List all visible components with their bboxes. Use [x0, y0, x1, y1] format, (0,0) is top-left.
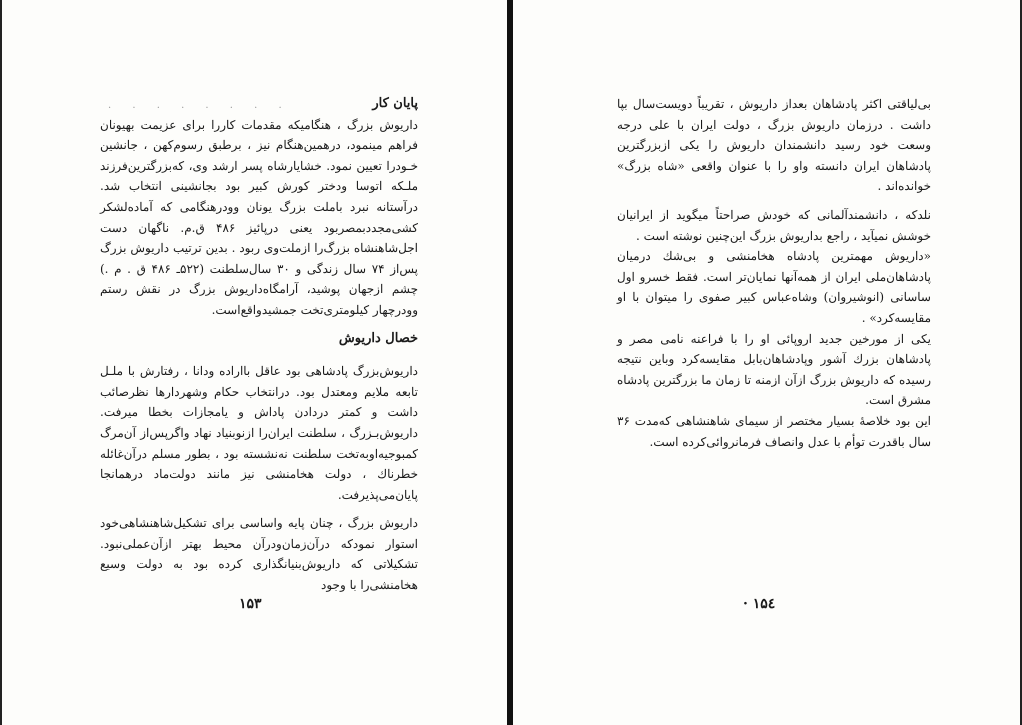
right-page: [513, 0, 1022, 725]
paragraph-quote: «داریوش مهمترین پادشاه هخامنشی و بی‌شك درمیان پادشاهان‌ملی ایران از همه‌آنها نمایان‌تر است. فقط خسرو اول ساسانی (انوشیروان) وشاه‌عباس کبیر صفوی را میتوان با او مقایسه‌کرد» .: [617, 249, 931, 325]
paragraph-historian: یکی از مورخین جدید اروپائی او را با فراعنه نامی مصر و پادشاهان بزرك آشور وپادشاهان‌بابل مقایسه‌کرد وباین نتیجه رسیده که داریوش بزرگ ازآن ازمنه تا زمان ما بزرگترین پادشاه مشرق است.: [617, 331, 931, 408]
paragraph-foundation: داریوش بزرگ ، چنان پایه واساسی برای تشکیل‌شاهنشاهی‌خود استوار نمودکه درآن‌زمان‌ودرآن محیط بهتر ازآن‌عملی‌نبود. تشکیلاتی که داریوش‌بنیانگذاری کرده بود به دولت وسیع هخامنشی‌را با وجود: [100, 516, 418, 593]
paragraph-end-of-reign: داریوش بزرگ ، هنگامیکه مقدمات کاررا برای عزیمت بهیونان فراهم مینمود، درهمین‌هنگام نیز ، برطبق رسوم‌کهن ، جانشین خـودرا تعیین نمود. خشایارشاه پسر ارشد وی، که‌بزرگترین‌فرزند ملـکه اتوسا ودختر کورش کبیر بود بجانشینی انتخاب شد. درآستانه نبرد باملت بزرگ یونان وودرهنگامی که آماده‌لشکر کشی‌مجدد‌بمصربود یعنی درپائیز ۴۸۶ ق.م. ناگهان دست اجل‌شاهنشاه بزرگ‌را ازملت‌وی ربود . بدین ترتیب داریوش بزرگ پس‌از ۷۴ سال زندگی و ۳۰ سال‌سلطنت (۵۲۲ـ ۴۸۶ ق . م .) چشم ازجهان پوشید، آرامگاه‌داریوش بزرگ در نقش رستم وودرچهار کیلومتری‌تخت جمشیدواقع‌است.: [100, 117, 418, 317]
paragraph-qualities: داریوش‌بزرگ پادشاهی بود عاقل بااراده ودانا ، رفتارش با ملـل تابعه ملایم ومعتدل بود. درانتخاب حکام وشهردارها نظرصائب داشت و کمتر دردادن پاداش و یامجازات بخطا میرفت. داریوش‌بـزرگ ، سلطنت ایران‌را ازنو‌بنیاد نهاد واگرپس‌از آن‌مرگ کمبوجیه‌اوبه‌تخت سلطنت نه‌نشسته بود ، بطور مسلم درآن‌غائله خطرناك ، دولت هخامنشی نیز مانند دولت‌ماد درهمانجا پایان‌می‌پذیرفت.: [100, 364, 418, 502]
paragraph-noldeke: نلدکه ، دانشمندآلمانی که خودش صراحتاً میگوید از ایرانیان خوشش نمیآید ، راجع بداریوش بزرگ این‌چنین نوشته است .: [617, 207, 931, 243]
page-number-right: · ۱۵٤: [743, 596, 776, 612]
paragraph-summary: این بود خلاصهٔ بسیار مختصر از سیمای شاهنشاهی که‌مدت ۳۶ سال باقدرت توأم با عدل وانصاف فرمانروائی‌کرده است.: [617, 413, 931, 449]
left-page: [0, 0, 507, 725]
heading-end-of-reign: پایان کار: [372, 96, 418, 111]
heading-qualities-of-darius: خصال داریوش: [338, 330, 418, 346]
right-page-text: [617, 94, 931, 452]
dot-leader: . . . . . . . .: [108, 100, 291, 111]
left-page-text: [100, 94, 418, 596]
page-number-left: ۱۵۳: [239, 596, 262, 612]
left-page-edge: [0, 0, 2, 725]
paragraph-legacy: بی‌لیاقتی اکثر پادشاهان بعداز داریوش ، تقریباً دویست‌سال بپا داشت . درزمان داریوش بزرگ ، دولت ایران با علی درجه وسعت خود رسید دانشمندان داریوش را یکی ازبزرگترین پادشاهان ایران دانسته واو را با عنوان واقعی «شاه بزرگ» خوانده‌اند .: [617, 97, 931, 194]
